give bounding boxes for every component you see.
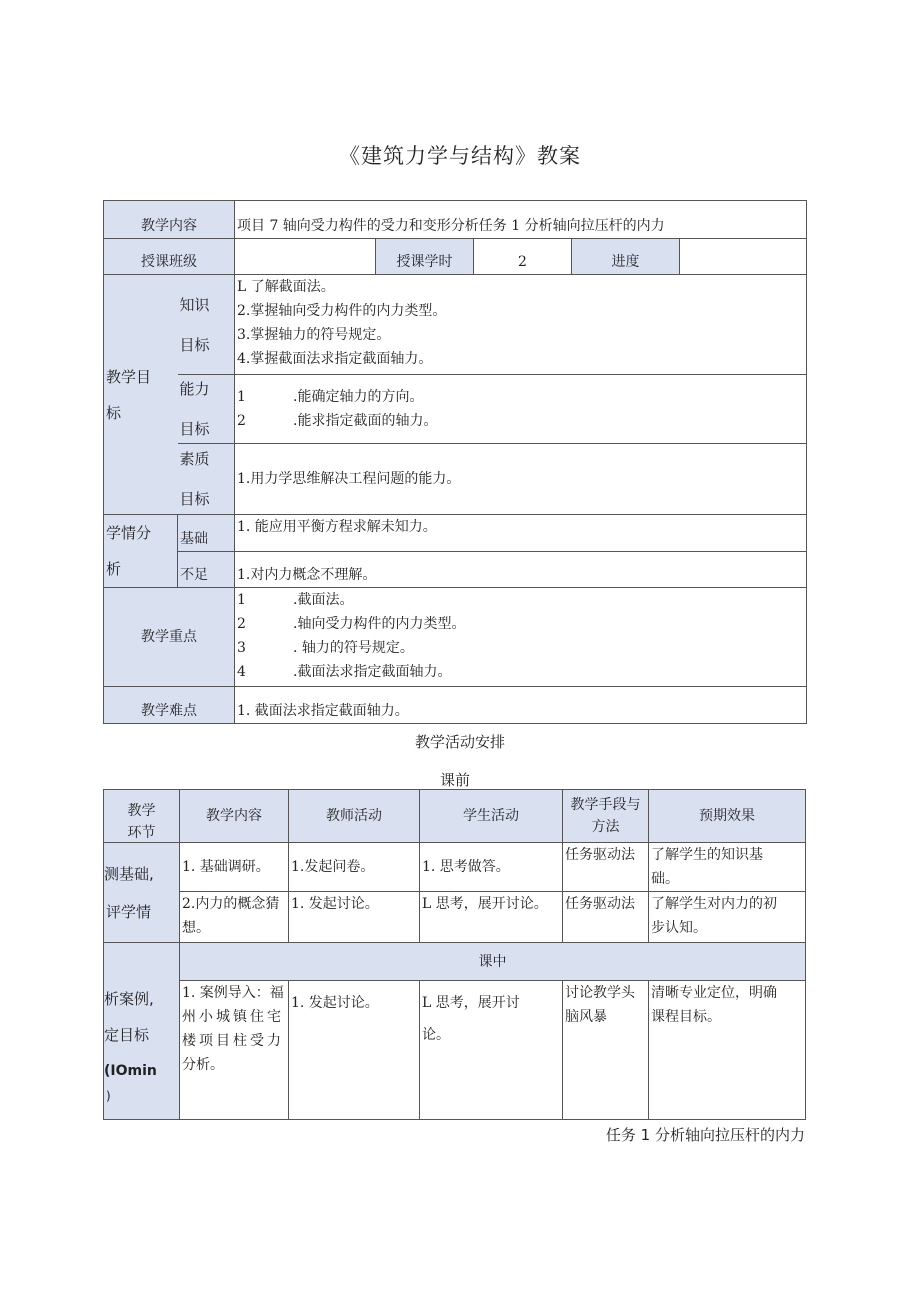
footer-task: 任务 1 分析轴向拉压杆的内力 (605, 1126, 805, 1144)
progress-value (680, 239, 807, 275)
row1-teacher: 1.发起问卷。 (289, 843, 420, 892)
in-class-heading: 课中 (180, 943, 806, 981)
knowledge-item: L 了解截面法。 (237, 279, 335, 295)
header-effect: 预期效果 (649, 790, 806, 843)
hours-value: 2 (474, 239, 572, 275)
class-value (235, 239, 376, 275)
row1-method: 任务驱动法 (563, 843, 649, 892)
row2-method: 任务驱动法 (563, 892, 649, 943)
row2-teacher: 1. 发起讨论。 (289, 892, 420, 943)
ability-items (235, 375, 807, 444)
knowledge-items (235, 275, 807, 375)
row2-content: 2.内力的概念猜 想。 (180, 892, 289, 943)
progress-label: 进度 (572, 239, 680, 275)
row3-teacher: 1. 发起讨论。 (289, 981, 420, 1120)
knowledge-item: 3.掌握轴力的符号规定。 (237, 327, 391, 343)
key-item: 1 .截面法。 (237, 592, 354, 608)
header-teacher: 教师活动 (289, 790, 420, 843)
lack-label: 不足 (178, 552, 235, 588)
row1-effect: 了解学生的知识基 础。 (649, 843, 806, 892)
row1-student: 1. 思考做答。 (420, 843, 563, 892)
objectives-label: 教学目 标 (104, 275, 178, 515)
row3-content: 1. 案例导入：福 州小城镇住宅 楼项目柱受力 分析。 (180, 981, 289, 1120)
knowledge-item: 4.掌握截面法求指定截面轴力。 (237, 351, 433, 367)
difficult-label: 教学难点 (104, 687, 235, 724)
stage-2: 析案例, 定目标 (IOmin ) (104, 943, 180, 1120)
key-label: 教学重点 (104, 588, 235, 687)
header-stage: 教学 环节 (104, 790, 180, 843)
header-content: 教学内容 (180, 790, 289, 843)
ability-item: 2 .能求指定截面的轴力。 (237, 413, 438, 429)
knowledge-item: 2.掌握轴向受力构件的内力类型。 (237, 303, 447, 319)
doc-title: 《建筑力学与结构》教案 (339, 144, 581, 168)
key-item: 2 .轴向受力构件的内力类型。 (237, 616, 466, 632)
key-item: 3 . 轴力的符号规定。 (237, 640, 414, 656)
quality-item: 1.用力学思维解决工程问题的能力。 (235, 444, 807, 515)
stage-1: 测基础, 评学情 (104, 843, 180, 943)
lack-item: 1.对内力概念不理解。 (235, 552, 807, 588)
ability-item: 1 .能确定轴力的方向。 (237, 389, 424, 405)
row1-content: 1. 基础调研。 (180, 843, 289, 892)
hours-label: 授课学时 (376, 239, 474, 275)
class-label: 授课班级 (104, 239, 235, 275)
ability-label: 能力 目标 (178, 375, 235, 444)
content-label: 教学内容 (104, 201, 235, 239)
quality-label: 素质 目标 (178, 444, 235, 515)
analysis-label: 学情分 析 (104, 515, 178, 588)
content-value: 项目 7 轴向受力构件的受力和变形分析任务 1 分析轴向拉压杆的内力 (235, 201, 807, 239)
knowledge-label: 知识 目标 (178, 275, 235, 375)
row3-effect: 清晰专业定位，明确 课程目标。 (649, 981, 806, 1120)
row2-student: L 思考，展开讨论。 (420, 892, 563, 943)
lesson-info-table (103, 200, 807, 724)
activity-table (103, 789, 806, 1120)
key-items (235, 588, 807, 687)
basis-item: 1. 能应用平衡方程求解未知力。 (235, 515, 807, 552)
header-student: 学生活动 (420, 790, 563, 843)
row2-effect: 了解学生对内力的初 步认知。 (649, 892, 806, 943)
key-item: 4 .截面法求指定截面轴力。 (237, 664, 452, 680)
row3-method: 讨论教学头 脑风暴 (563, 981, 649, 1120)
pre-class-heading: 课前 (439, 771, 470, 789)
basis-label: 基础 (178, 515, 235, 552)
difficult-item: 1. 截面法求指定截面轴力。 (235, 687, 807, 724)
activity-heading: 教学活动安排 (414, 733, 505, 751)
row3-student: L 思考，展开讨 论。 (420, 981, 563, 1120)
header-method: 教学手段与 方法 (563, 790, 649, 843)
